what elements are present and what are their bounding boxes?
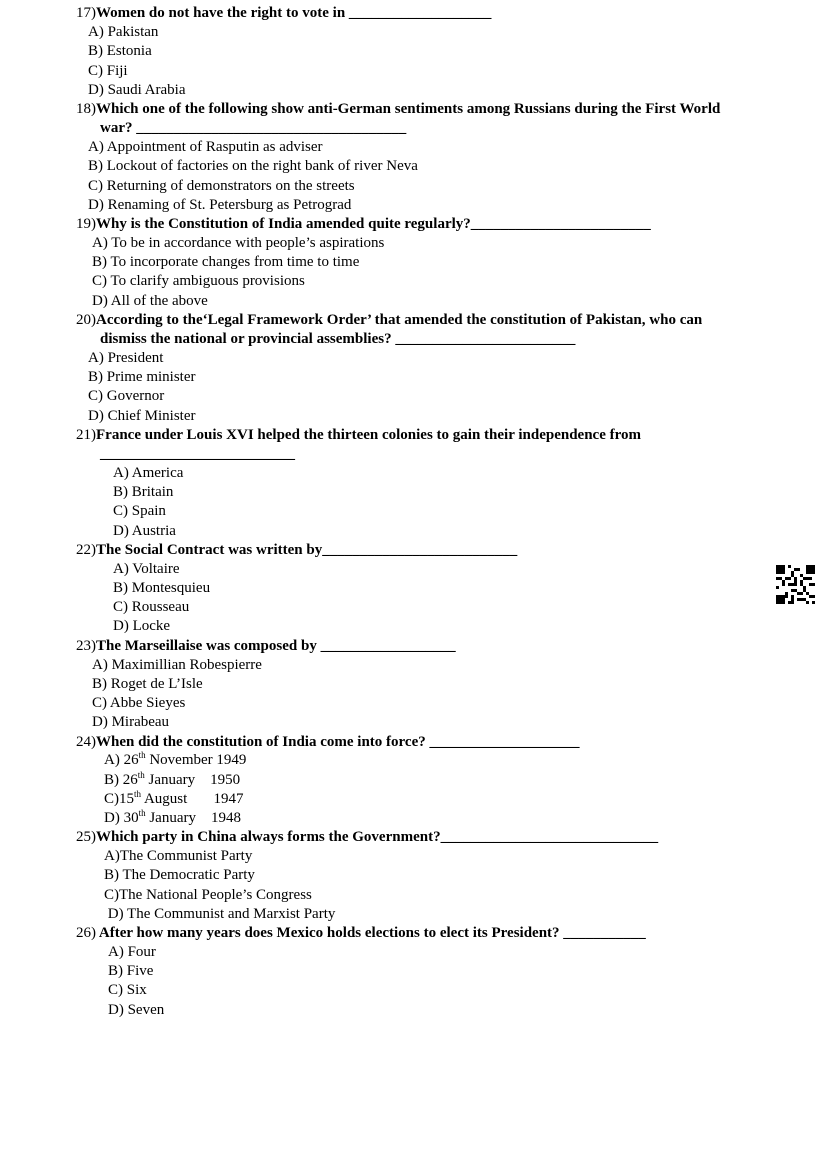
option-18d: D) Renaming of St. Petersburg as Petrograd	[88, 197, 352, 213]
option-26b: B) Five	[108, 963, 154, 979]
option-23b: B) Roget de L’Isle	[92, 676, 203, 692]
question-number: 18)	[76, 101, 96, 117]
option-24c: C)15th August 1947	[104, 789, 244, 807]
option-26a: A) Four	[108, 944, 156, 960]
question-17	[76, 4, 491, 22]
option-23a: A) Maximillian Robespierre	[92, 657, 262, 673]
option-22a: A) Voltaire	[113, 561, 180, 577]
option-20d: D) Chief Minister	[88, 408, 196, 424]
question-number: 23)	[76, 638, 96, 654]
question-number: 19)	[76, 216, 96, 232]
option-22c: C) Rousseau	[113, 599, 190, 615]
option-23d: D) Mirabeau	[92, 714, 170, 730]
question-number: 20)	[76, 312, 96, 328]
question-text: When did the constitution of India come into force? ____________________	[96, 734, 580, 750]
question-text: Why is the Constitution of India amended quite regularly?________________________	[96, 216, 651, 232]
question-18	[76, 100, 720, 118]
option-21d: D) Austria	[113, 523, 176, 539]
question-text: According to the‘Legal Framework Order’ that amended the constitution of Pakistan, who can	[96, 312, 703, 328]
question-25	[76, 828, 658, 846]
option-19d: D) All of the above	[92, 293, 208, 309]
option-22b: B) Montesquieu	[113, 580, 211, 596]
option-22d: D) Locke	[113, 618, 171, 634]
option-17d: D) Saudi Arabia	[88, 82, 186, 98]
option-25d: D) The Communist and Marxist Party	[104, 906, 336, 922]
question-21-blank: __________________________	[100, 446, 295, 462]
question-number: 26)	[76, 925, 96, 941]
question-number: 25)	[76, 829, 96, 845]
question-21	[76, 426, 641, 444]
question-text: Which party in China always forms the Government?_____________________________	[96, 829, 659, 845]
qr-code-icon	[776, 565, 815, 604]
question-text: The Marseillaise was composed by __________________	[96, 638, 456, 654]
option-26c: C) Six	[108, 982, 147, 998]
option-20c: C) Governor	[88, 388, 165, 404]
option-17b: B) Estonia	[88, 43, 152, 59]
option-20b: B) Prime minister	[88, 369, 196, 385]
question-text: The Social Contract was written by__________________________	[96, 542, 518, 558]
option-21c: C) Spain	[113, 503, 166, 519]
question-number: 24)	[76, 734, 96, 750]
option-21b: B) Britain	[113, 484, 174, 500]
question-24	[76, 733, 579, 751]
option-19c: C) To clarify ambiguous provisions	[92, 273, 305, 289]
question-26	[76, 924, 646, 942]
option-23c: C) Abbe Sieyes	[92, 695, 186, 711]
option-18a: A) Appointment of Rasputin as adviser	[88, 139, 323, 155]
option-18c: C) Returning of demonstrators on the streets	[88, 178, 355, 194]
option-25b: B) The Democratic Party	[104, 867, 255, 883]
option-24d: D) 30th January 1948	[104, 808, 241, 826]
question-18-cont: war? ____________________________________	[100, 120, 407, 136]
question-number: 22)	[76, 542, 96, 558]
option-25a: A)The Communist Party	[104, 848, 253, 864]
option-18b: B) Lockout of factories on the right bank of river Neva	[88, 158, 418, 174]
option-17c: C) Fiji	[88, 63, 128, 79]
option-19b: B) To incorporate changes from time to time	[92, 254, 360, 270]
question-number: 17)	[76, 5, 96, 21]
question-number: 21)	[76, 427, 96, 443]
question-text: Which one of the following show anti-German sentiments among Russians during the First World	[96, 101, 721, 117]
question-22	[76, 541, 517, 559]
option-20a: A) President	[88, 350, 164, 366]
question-text: France under Louis XVI helped the thirteen colonies to gain their independence from	[96, 427, 641, 443]
question-19	[76, 215, 651, 233]
question-text: Women do not have the right to vote in ___________________	[96, 5, 492, 21]
option-21a: A) America	[113, 465, 184, 481]
option-17a: A) Pakistan	[88, 24, 159, 40]
option-25c: C)The National People’s Congress	[104, 887, 312, 903]
question-23	[76, 637, 456, 655]
question-20-cont: dismiss the national or provincial assemblies? ________________________	[100, 331, 576, 347]
question-text: After how many years does Mexico holds elections to elect its President? ___________	[96, 925, 646, 941]
option-19a: A) To be in accordance with people’s aspirations	[92, 235, 385, 251]
question-20	[76, 311, 702, 329]
option-26d: D) Seven	[108, 1002, 165, 1018]
option-24a: A) 26th November 1949	[104, 750, 247, 768]
option-24b: B) 26th January 1950	[104, 770, 241, 788]
